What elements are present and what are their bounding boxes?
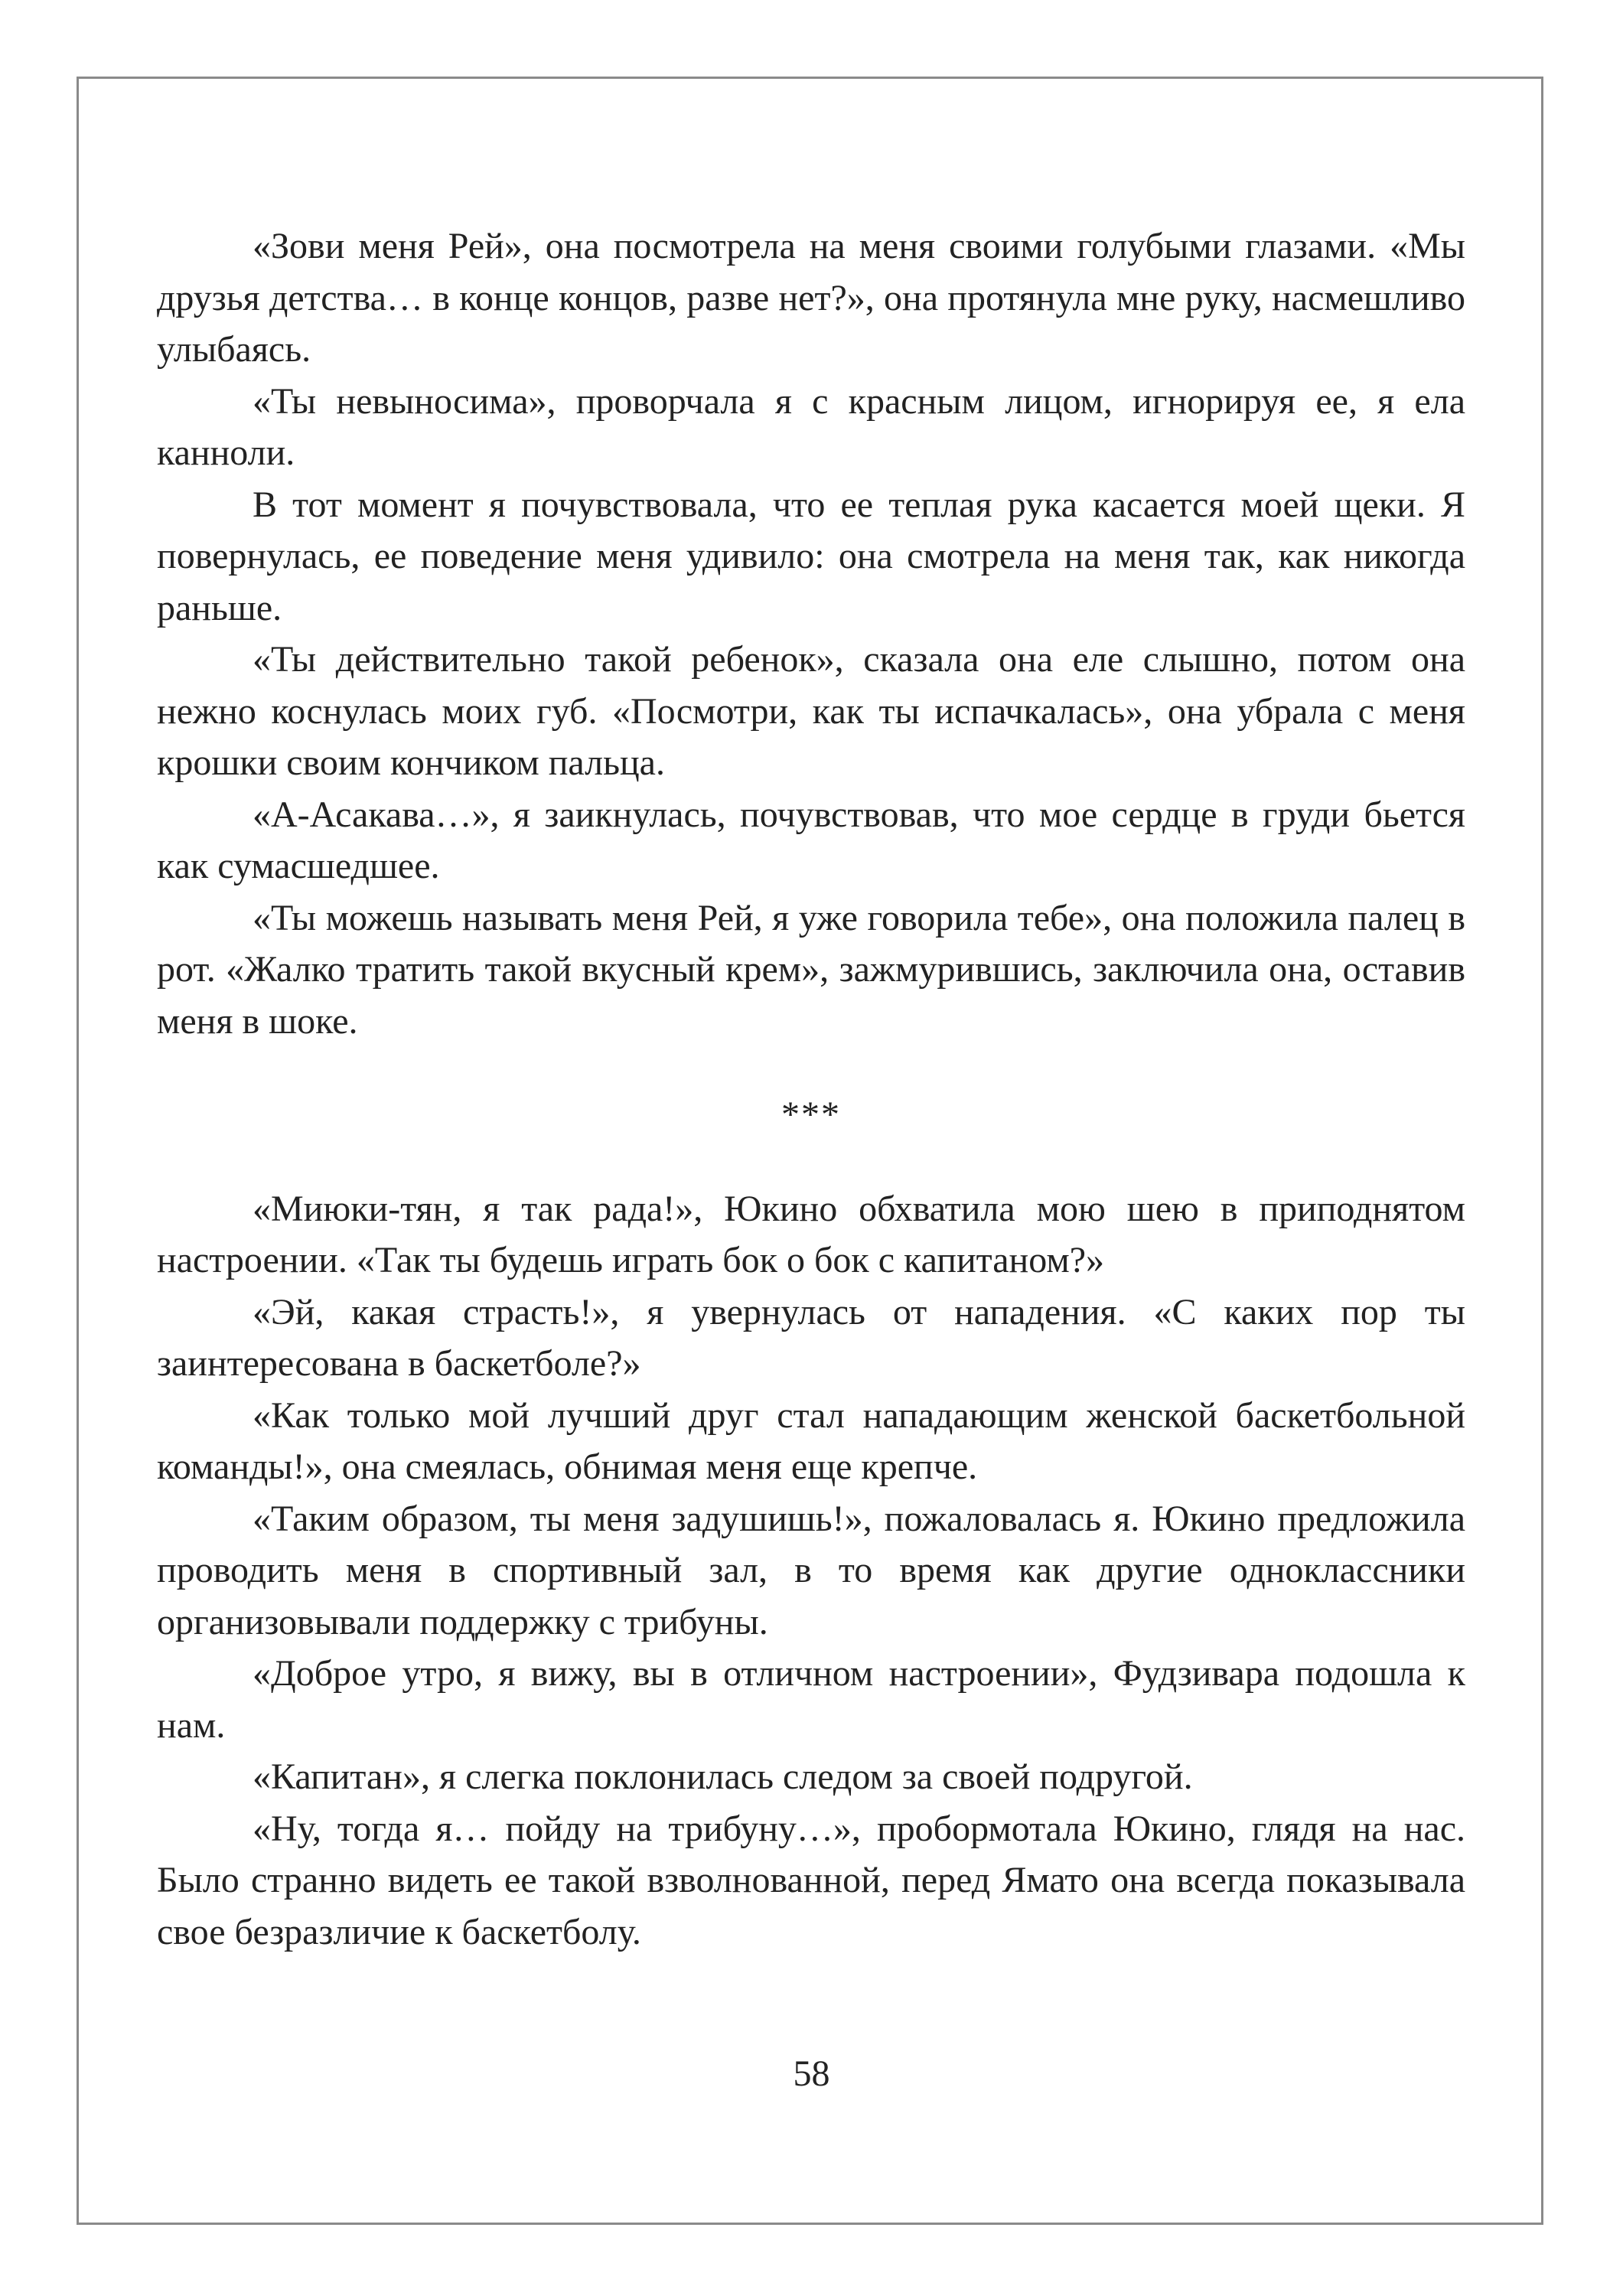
paragraph: «Ну, тогда я… пойду на трибуну…», пробормотала Юкино, глядя на нас. Было странно видеть ее такой взволнованной, перед Ямато она всегда показывала свое безразличие к баскетболу.: [157, 1808, 1465, 1952]
paragraph: «Доброе утро, я вижу, вы в отличном настроении», Фудзивара подошла к нам.: [157, 1653, 1465, 1746]
paragraph: «Миюки-тян, я так рада!», Юкино обхватила мою шею в приподнятом настроении. «Так ты будешь играть бок о бок с капитаном?»: [157, 1188, 1465, 1280]
paragraph: «Капитан», я слегка поклонилась следом за своей подругой.: [253, 1756, 1193, 1797]
paragraph: «А-Асакава…», я заикнулась, почувствовав, что мое сердце в груди бьется как сумасшедшее.: [157, 794, 1465, 886]
section-separator: ***: [781, 1094, 841, 1135]
paragraph: «Ты невыносима», проворчала я с красным лицом, игнорируя ее, я ела канноли.: [157, 380, 1465, 473]
paragraph: «Эй, какая страсть!», я увернулась от нападения. «С каких пор ты заинтересована в баскетболе?»: [157, 1291, 1465, 1384]
paragraph: «Ты действительно такой ребенок», сказала она еле слышно, потом она нежно коснулась моих губ. «Посмотри, как ты испачкалась», она убрала с меня крошки своим кончиком пальца.: [157, 639, 1465, 783]
paragraph: «Ты можешь называть меня Рей, я уже говорила тебе», она положила палец в рот. «Жалко тратить такой вкусный крем», зажмурившись, заключила она, оставив меня в шоке.: [157, 897, 1465, 1042]
paragraph: В тот момент я почувствовала, что ее теплая рука касается моей щеки. Я повернулась, ее поведение меня удивило: она смотрела на меня так, как никогда раньше.: [157, 484, 1465, 628]
paragraph: «Зови меня Рей», она посмотрела на меня своими голубыми глазами. «Мы друзья детства… в конце концов, разве нет?», она протянула мне руку, насмешливо улыбаясь.: [157, 226, 1465, 370]
page-number: 58: [793, 2053, 830, 2094]
book-text: [157, 220, 1465, 1958]
paragraph: «Как только мой лучший друг стал нападающим женской баскетбольной команды!», она смеялась, обнимая меня еще крепче.: [157, 1394, 1465, 1487]
paragraph: «Таким образом, ты меня задушишь!», пожаловалась я. Юкино предложила проводить меня в спортивный зал, в то время как другие одноклассники организовывали поддержку с трибуны.: [157, 1498, 1465, 1642]
